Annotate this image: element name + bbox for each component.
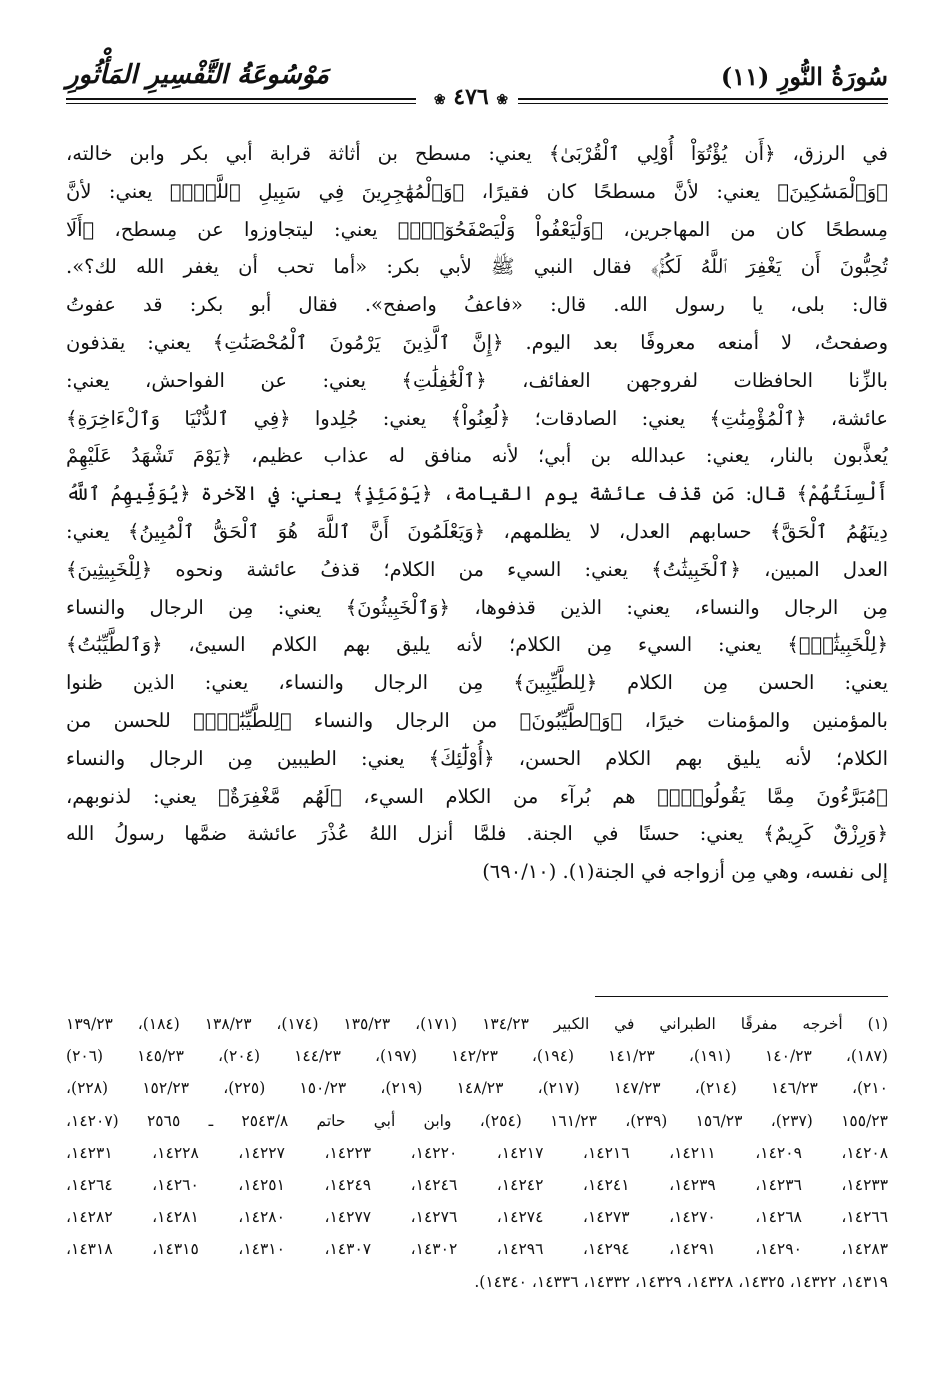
surah-title: سُورَةُ النُّورِ (١١) — [720, 62, 888, 91]
header-rule-left-thin — [66, 103, 416, 104]
footnote-line: ١٤٢٠٨، ١٤٢٠٩، ١٤٢١١، ١٤٢١٦، ١٤٢١٧، ١٤٢٢٠، ١٤٢٢٣، ١٤٢٢٧، ١٤٢٢٨، ١٤٢٣١، — [66, 1143, 888, 1162]
footnote-line: ١٤٢٦٦، ١٤٢٦٨، ١٤٢٧٠، ١٤٢٧٣، ١٤٢٧٤، ١٤٢٧٦، ١٤٢٧٧، ١٤٢٨٠، ١٤٢٨١، ١٤٢٨٢، — [66, 1208, 888, 1227]
text-line: ﴿وَرِزْقٌ كَرِيمٌ﴾ يعني: حسنًا في الجنة. فلمَّا أنزل اللهُ عُذْرَ عائشة ضمَّها رسولُ الله — [66, 822, 888, 846]
text-line: ﴿مُبَرَّءُونَ مِمَّا يَقُولُونَۖ﴾ هم بُرآء من الكلام السيء، ﴿لَهُم مَّغْفِرَةٌ﴾ يعني: لذنوبهم، — [66, 784, 888, 808]
text-line: بالمؤمنين والمؤمنات خيرًا، ﴿وَٱلطَّيِّبُونَ﴾ من الرجال والنساء ﴿لِلطَّيِّبَٰتِۚ﴾ للحسن من — [66, 708, 888, 732]
text-line: ﴿لِلْخَبِيثَٰتِۖ﴾ يعني: السيء مِن الكلام؛ لأنه يليق بهم الكلام السيئ، ﴿وَٱلطَّيِّبَٰتُ﴾ — [66, 633, 888, 657]
footnote-line: ١٤٢٨٣، ١٤٢٩٠، ١٤٢٩١، ١٤٢٩٤، ١٤٢٩٦، ١٤٣٠٢، ١٤٣٠٧، ١٤٣١٠، ١٤٣١٥، ١٤٣١٨، — [66, 1240, 888, 1259]
header-rule-right-thin — [518, 103, 888, 104]
header-rule-right — [518, 98, 888, 100]
footnote-line: ١٤٢٣٣، ١٤٢٣٦، ١٤٢٣٩، ١٤٢٤١، ١٤٢٤٢، ١٤٢٤٦، ١٤٢٤٩، ١٤٢٥١، ١٤٢٦٠، ١٤٢٦٤، — [66, 1175, 888, 1194]
footnote-line: ١٥٥/٢٣ (٢٣٧)، ١٥٦/٢٣ (٢٣٩)، ١٦١/٢٣ (٢٥٤)، وابن أبي حاتم ٢٥٤٣/٨ ـ ٢٥٦٥ (١٤٢٠٧، — [66, 1111, 888, 1130]
main-text — [66, 135, 888, 891]
text-line: عائشة، ﴿ٱلْمُؤْمِنَٰتِ﴾ يعني: الصادقات؛ ﴿لُعِنُواْ﴾ يعني: جُلِدوا ﴿فِي ٱلدُّنْيَا وَٱلْءَاخِرَةِ﴾ — [66, 406, 888, 430]
footnote-divider — [595, 996, 888, 997]
text-line: العدل المبين، ﴿ٱلْخَبِيثَٰتُ﴾ يعني: السيء من الكلام؛ قذفُ عائشة ونحوه ﴿لِلْخَبِيثِينَ﴾ — [66, 557, 888, 581]
footnote-line: ١٤٣١٩، ١٤٣٢٢، ١٤٣٢٥، ١٤٣٢٨، ١٤٣٢٩، ١٤٣٣٢، ١٤٣٣٦، ١٤٣٤٠). — [474, 1272, 888, 1291]
text-line: دِينَهُمُ ٱلْحَقَّ﴾ حسابهم العدل، لا يظلمهم، ﴿وَيَعْلَمُونَ أَنَّ ٱللَّهَ هُوَ ٱلْحَقُّ ٱلْمُبِينُ﴾ يعني: — [66, 519, 888, 543]
text-line: ﴿وَٱلْمَسَٰكِينَ﴾ يعني: لأنَّ مسطحًا كان فقيرًا، ﴿وَٱلْمُهَٰجِرِينَ فِي سَبِيلِ ٱللَّهِۖ﴾ يعني: لأنَّ — [66, 179, 888, 203]
ornament-icon: ❀ — [496, 92, 509, 108]
footnote-line: (١٨٧)، ١٤٠/٢٣ (١٩١)، ١٤١/٢٣ (١٩٤)، ١٤٢/٢٣ (١٩٧)، ١٤٤/٢٣ (٢٠٤)، ١٤٥/٢٣ (٢٠٦) — [66, 1047, 888, 1066]
text-line: أَلْسِنَتُهُمْ﴾ قال: مَن قذف عائشة يوم القيامة، ﴿يَوْمَئِذٍ﴾ يعني: في الآخرة ﴿يُوَفِّيهِمُ ٱللَّهُ — [66, 482, 888, 506]
text-line: بالزِّنا الحافظات لفروجهن العفائف، ﴿ٱلْغَٰفِلَٰتِ﴾ يعني: عن الفواحش، يعني: — [66, 368, 888, 392]
text-line: يُعذَّبون بالنار، يعني: عبدالله بن أبي؛ لأنه منافق له عذاب عظيم، ﴿يَوْمَ تَشْهَدُ عَلَيْهِمْ — [66, 444, 888, 468]
text-line: وصفحتُ، لا أمنعه معروفًا بعد اليوم. ﴿إِنَّ ٱلَّذِينَ يَرْمُونَ ٱلْمُحْصَنَٰتِ﴾ يعني: يقذفون — [66, 330, 888, 354]
text-line: مِن الرجال والنساء، يعني: الذين قذفوها، ﴿وَٱلْخَبِيثُونَ﴾ يعني: مِن الرجال والنساء — [66, 595, 888, 619]
text-line: إلى نفسه، وهي مِن أزواجه في الجنة(١). (٦٩٠/١٠) — [482, 860, 888, 884]
text-line: مِسطحًا كان من المهاجرين، ﴿وَلْيَعْفُواْ وَلْيَصْفَحُوٓاْۗ﴾ يعني: ليتجاوزوا عن مِسطح، ﴿أَلَا — [66, 217, 888, 241]
footnote-line: (١) أخرجه مفرقًا الطبراني في الكبير ١٣٤/٢٣ (١٧١)، ١٣٥/٢٣ (١٧٤)، ١٣٨/٢٣ (١٨٤)، ١٣٩/٢٣ — [66, 1015, 888, 1033]
text-line: يعني: الحسن مِن الكلام ﴿لِلطَّيِّبِينَ﴾ مِن الرجال والنساء، يعني: الذين ظنوا — [66, 671, 888, 695]
book-title: مَوْسُوعَةُ التَّفْسِيرِ المَأْثُورِ — [66, 60, 329, 90]
text-line: تُحِبُّونَ أَن يَغْفِرَ ٱللَّهُ لَكُمْۚ﴾ فقال النبي ﷺ لأبي بكر: «أما تحب أن يغفر الله لك؟». — [66, 255, 888, 279]
text-line: الكلام؛ لأنه يليق بهم الكلام الحسن، ﴿أُوْلَٰٓئِكَ﴾ يعني: الطيبين مِن الرجال والنساء — [66, 746, 888, 770]
text-line: قال: بلى، يا رسول الله. قال: «فاعفُ واصفح». فقال أبو بكر: قد عفوتُ — [66, 293, 888, 317]
ornament-icon: ❀ — [433, 92, 446, 108]
footnote-line: ٢١٠)، ١٤٦/٢٣ (٢١٤)، ١٤٧/٢٣ (٢١٧)، ١٤٨/٢٣ (٢١٩)، ١٥٠/٢٣ (٢٢٥)، ١٥٢/٢٣ (٢٢٨)، — [66, 1079, 888, 1098]
page-header — [66, 56, 888, 112]
text-line: في الرزق، ﴿أَن يُؤْتُوٓاْ أُوْلِي ٱلْقُرْبَىٰ﴾ يعني: مسطح بن أثاثة قرابة أبي بكر وابن خالته، — [66, 142, 888, 165]
page-number: ٤٧٦ — [453, 84, 489, 110]
footnotes — [66, 1008, 888, 1298]
page-number-box — [422, 84, 520, 110]
header-rule-left — [66, 98, 416, 100]
